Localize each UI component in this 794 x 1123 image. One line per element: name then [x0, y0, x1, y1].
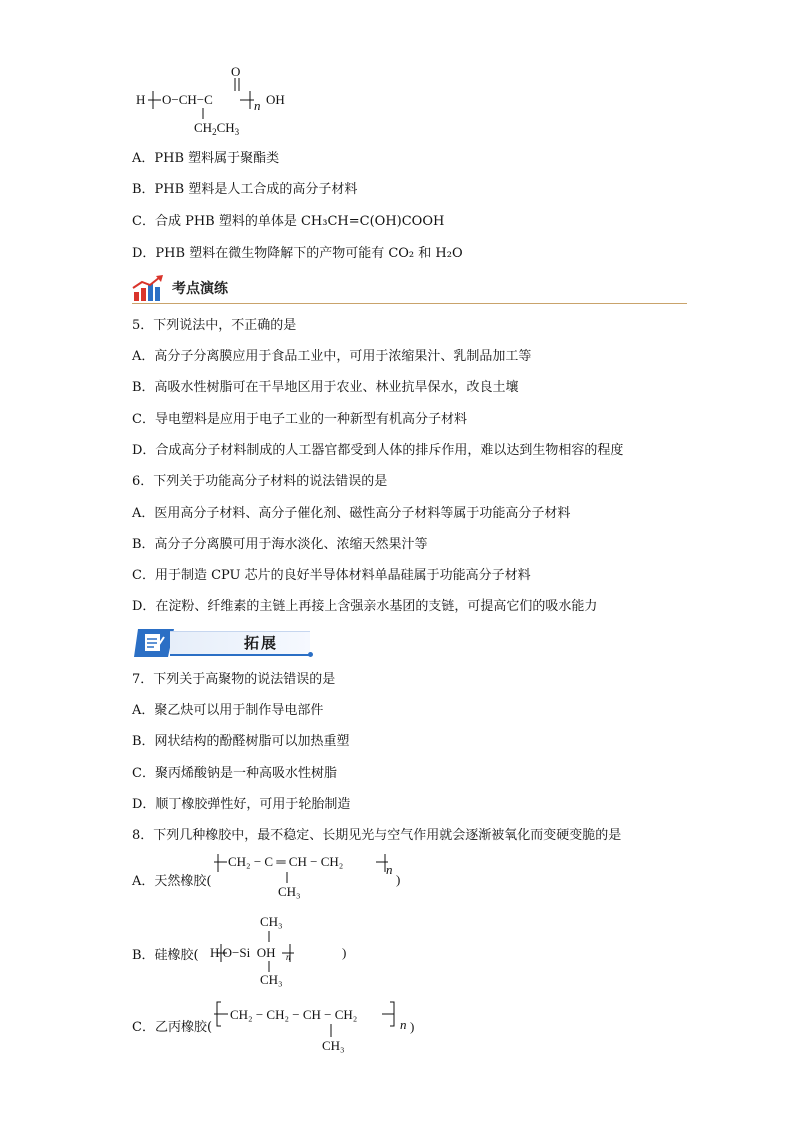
formula-oh: OH	[266, 92, 285, 107]
side-chain: $CH_2CH_3$	[194, 120, 240, 137]
q6-stem: 6．下列关于功能高分子材料的说法错误的是	[132, 474, 388, 489]
section-extension-banner	[134, 627, 312, 659]
q4-option-a: A．PHB 塑料属于聚酯类	[132, 151, 280, 166]
q8-option-a-formula	[214, 850, 414, 902]
q8-option-c-label: C．乙丙橡胶(	[132, 1020, 213, 1035]
extension-bar	[170, 631, 310, 654]
option-a-bracket-left	[214, 852, 228, 874]
option-c-n: n	[400, 1017, 407, 1032]
q7-option-d: D．顺丁橡胶弹性好，可用于轮胎制造	[132, 797, 351, 812]
extension-dot	[308, 652, 313, 657]
option-b-n: n	[286, 952, 291, 962]
formula-h: H	[136, 92, 146, 107]
q5-option-a: A．高分子分离膜应用于食品工业中，可用于浓缩果汁、乳制品加工等	[132, 349, 532, 364]
option-a-chain: CH₂ − C ═ CH − CH₂	[228, 854, 344, 869]
option-a-branch-bond	[284, 872, 290, 884]
option-a-branch: CH₃	[278, 884, 301, 899]
option-c-bracket-right	[382, 1000, 400, 1028]
section-practice-rule	[132, 303, 687, 304]
option-c-chain: CH₂ − CH₂ − CH − CH₂	[230, 1007, 358, 1022]
q6-option-a: A．医用高分子材料、高分子催化剂、磁性高分子材料等属于功能高分子材料	[132, 506, 571, 521]
notepad-pen-icon	[134, 627, 174, 659]
option-c-close: )	[410, 1019, 415, 1034]
option-a-close: )	[396, 872, 401, 887]
section-extension-title: 拓展	[244, 634, 279, 652]
q6-option-c: C．用于制造 CPU 芯片的良好半导体材料单晶硅属于功能高分子材料	[132, 568, 531, 583]
extension-underline	[170, 654, 310, 656]
q5-option-b: B．高吸水性树脂可在干旱地区用于农业、林业抗旱保水，改良土壤	[132, 380, 519, 395]
phb-structure-formula	[136, 64, 306, 140]
section-practice-heading	[132, 274, 687, 304]
bracket-left	[148, 89, 162, 111]
side-bond	[200, 108, 206, 120]
option-c-branch: CH₃	[322, 1038, 345, 1053]
option-a-n: n	[386, 862, 393, 877]
option-c-branch-bond	[328, 1024, 334, 1038]
section-practice-title: 考点演练	[172, 281, 228, 297]
q4-option-c: C．合成 PHB 塑料的单体是 CH₃CH=C(OH)COOH	[132, 214, 445, 229]
q6-option-b: B．高分子分离膜可用于海水淡化、浓缩天然果汁等	[132, 537, 428, 552]
q4-option-b: B．PHB 塑料是人工合成的高分子材料	[132, 182, 358, 197]
carbonyl-oxygen: O	[231, 64, 241, 79]
option-b-chain: H O−Si OH	[210, 945, 276, 960]
q8-option-b-label: B．硅橡胶(	[132, 948, 199, 963]
bar-chart-icon	[132, 274, 166, 302]
q8-option-a-label: A．天然橡胶(	[132, 874, 212, 889]
repeat-n: n	[254, 98, 261, 113]
q5-option-d: D．合成高分子材料制成的人工器官都受到人体的排斥作用，难以达到生物相容的程度	[132, 443, 624, 458]
q7-option-c: C．聚丙烯酸钠是一种高吸水性树脂	[132, 766, 337, 781]
q7-stem: 7．下列关于高聚物的说法错误的是	[132, 672, 336, 687]
formula-main-chain: O−CH−C	[162, 92, 213, 107]
q8-option-b-formula	[200, 914, 360, 990]
option-b-bottom: CH₃	[260, 972, 283, 987]
q7-option-a: A．聚乙炔可以用于制作导电部件	[132, 703, 324, 718]
q8-stem: 8．下列几种橡胶中，最不稳定、长期见光与空气作用就会逐渐被氧化而变硬变脆的是	[132, 828, 622, 843]
q5-option-c: C．导电塑料是应用于电子工业的一种新型有机高分子材料	[132, 412, 467, 427]
q4-option-d: D．PHB 塑料在微生物降解下的产物可能有 CO₂ 和 H₂O	[132, 246, 463, 261]
q8-option-c-formula	[214, 1000, 424, 1060]
q7-option-b: B．网状结构的酚醛树脂可以加热重塑	[132, 734, 350, 749]
q6-option-d: D．在淀粉、纤维素的主链上再接上含强亲水基团的支链，可提高它们的吸水能力	[132, 599, 598, 614]
option-b-close: )	[342, 945, 347, 960]
option-c-bracket-left	[214, 1000, 230, 1028]
q5-stem: 5．下列说法中，不正确的是	[132, 318, 297, 333]
option-b-top: CH₃	[260, 914, 283, 929]
